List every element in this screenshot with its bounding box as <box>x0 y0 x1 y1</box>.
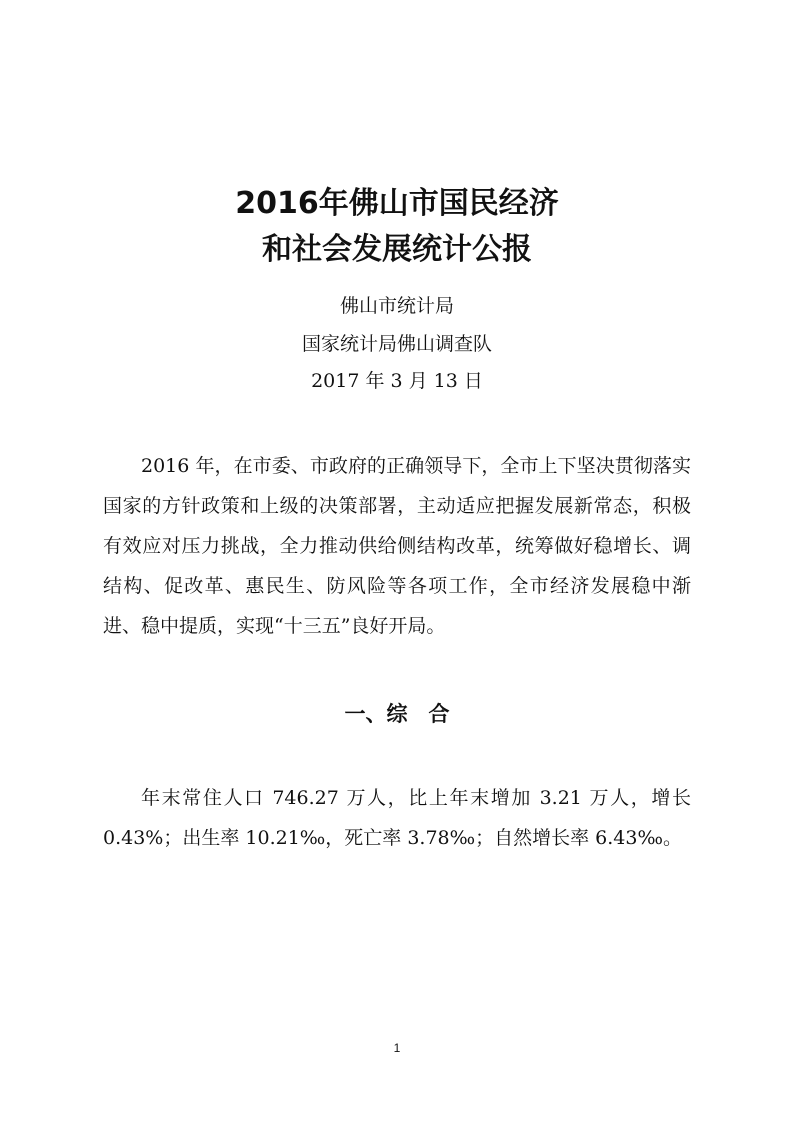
page-number: 1 <box>393 1041 401 1055</box>
document-title-line-1: 2016年佛山市国民经济 <box>235 186 559 221</box>
population-paragraph: 年末常住人口 746.27 万人，比上年末增加 3.21 万人，增长 0.43%；出生率 10.21‰，死亡率 3.78‰；自然增长率 6.43‰。 <box>103 787 691 849</box>
publication-date: 2017 年 3 月 13 日 <box>311 370 483 392</box>
document-title-line-2: 和社会发展统计公报 <box>262 232 532 267</box>
issuer-survey-team: 国家统计局佛山调查队 <box>301 333 492 355</box>
issuer-statistics-bureau: 佛山市统计局 <box>339 295 454 317</box>
intro-paragraph: 2016 年，在市委、市政府的正确领导下，全市上下坚决贯彻落实国家的方针政策和上级的决策部署，主动适应把握发展新常态，积极有效应对压力挑战，全力推动供给侧结构改革，统筹做好稳增长、调结构、促改革、惠民生、防风险等各项工作，全市经济发展稳中渐进、稳中提质，实现“十三五”良好开局。 <box>103 455 691 637</box>
section-heading-general: 一、综 合 <box>344 702 450 726</box>
